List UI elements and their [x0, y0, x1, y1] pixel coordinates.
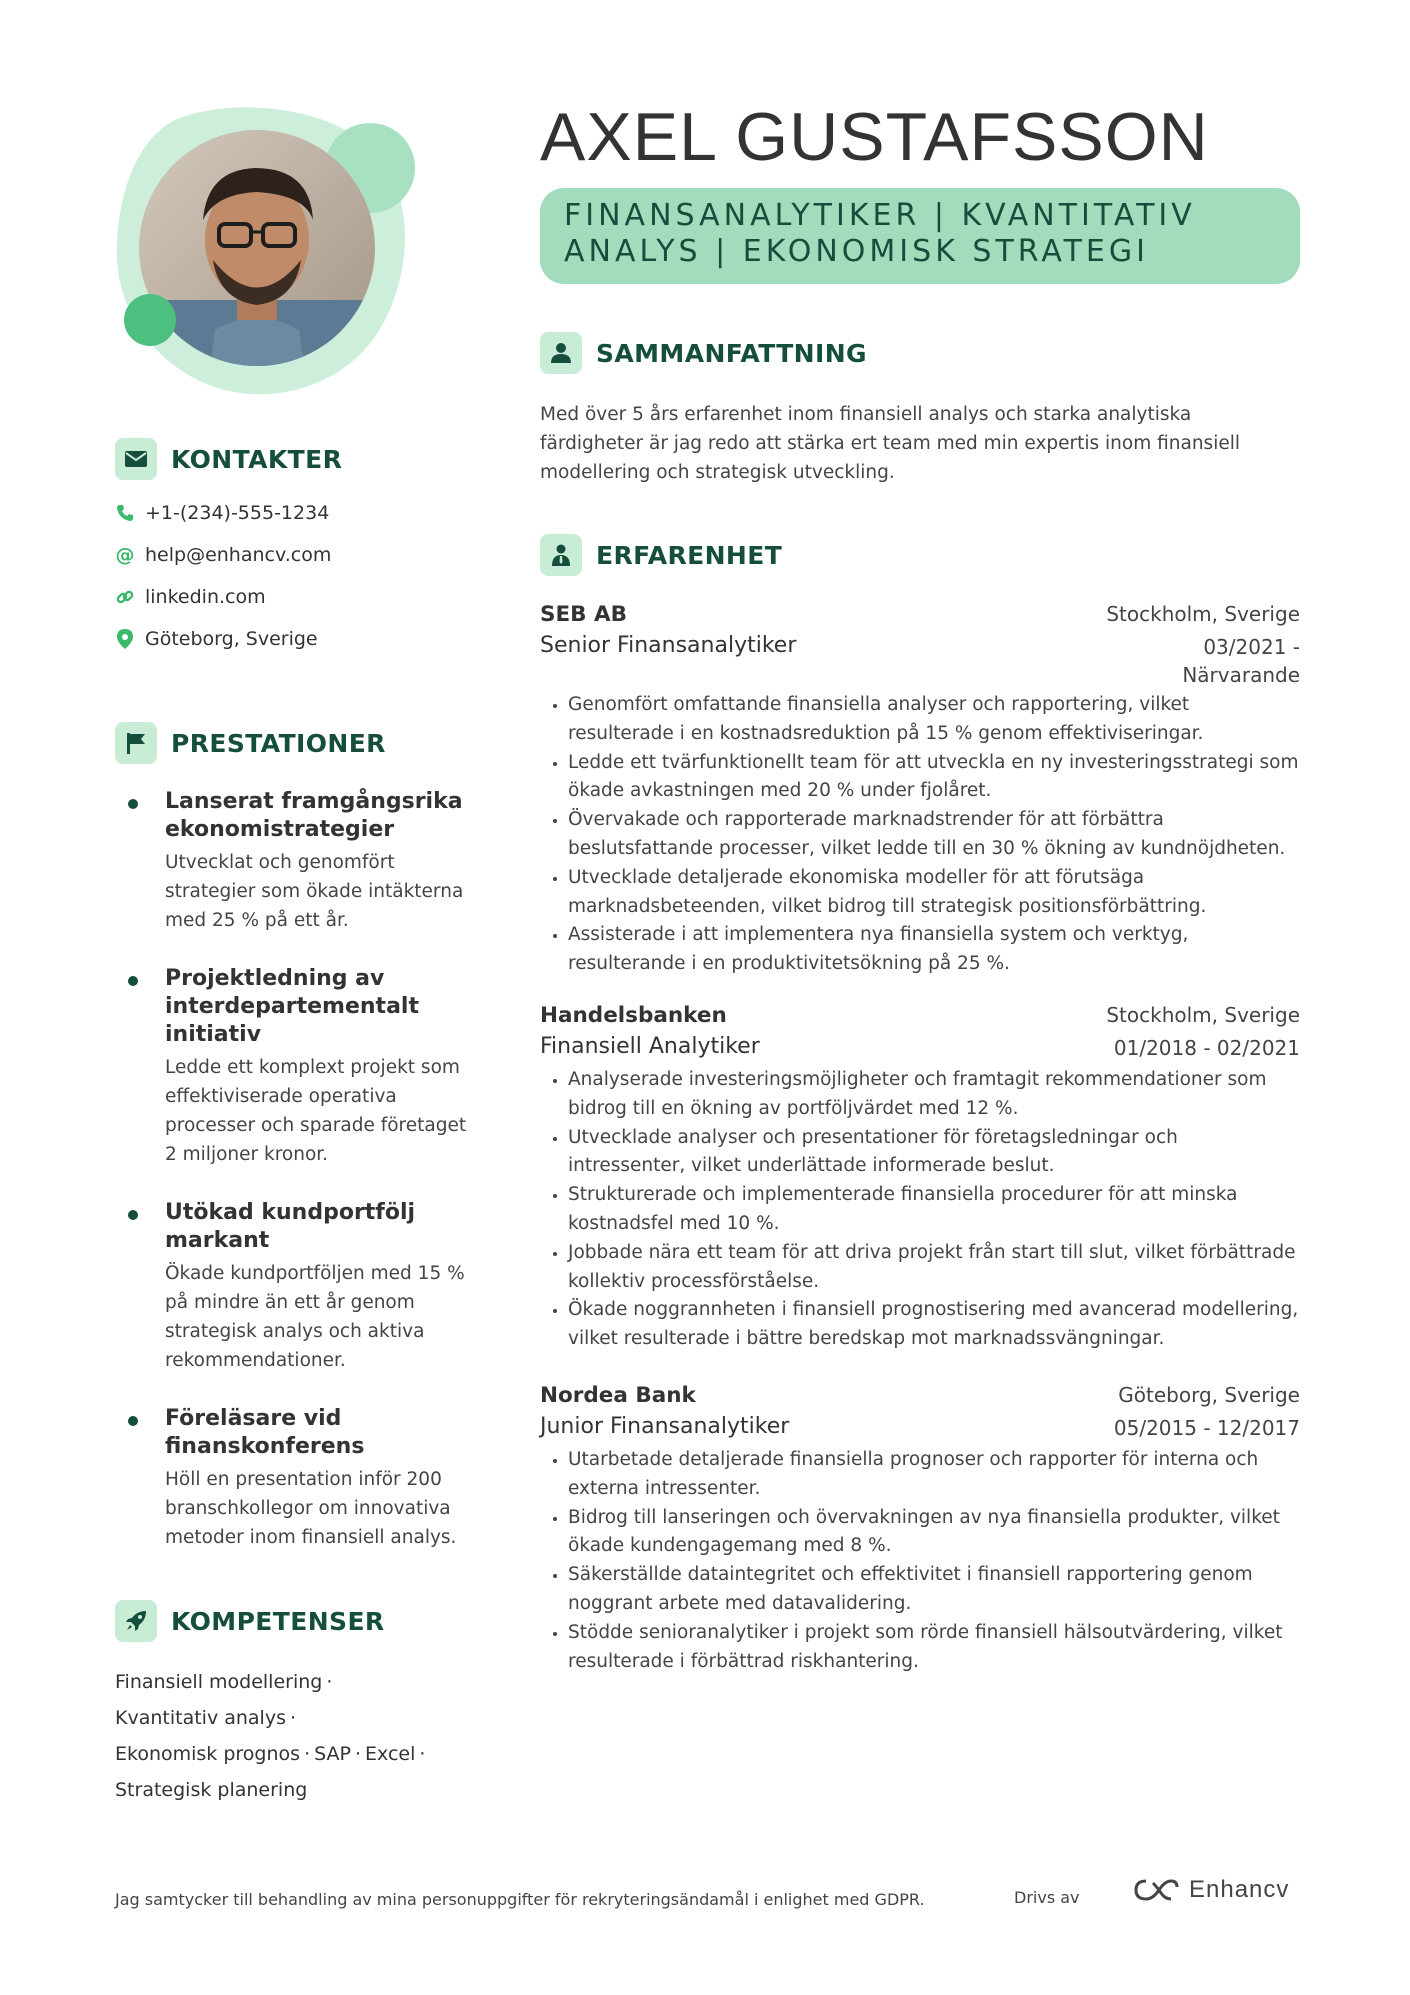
enhancv-logo-icon: [1133, 1877, 1179, 1903]
contact-linkedin[interactable]: [115, 576, 475, 618]
skill-item: Finansiell modellering: [115, 1671, 323, 1693]
job-dates: 03/2021 - Närvarande: [1182, 635, 1300, 687]
skills-title: KOMPETENSER: [171, 1606, 385, 1636]
achievement-title: Projektledning av interdepartementalt initiativ: [165, 966, 419, 1047]
job-bullets: [540, 691, 1300, 979]
at-icon: @: [115, 544, 135, 566]
job-role: Finansiell Analytiker: [540, 1034, 760, 1059]
achievement-item: [115, 965, 475, 1169]
contact-linkedin-text: linkedin.com: [145, 586, 266, 608]
contact-location-text: Göteborg, Sverige: [145, 628, 318, 650]
experience-title: ERFARENHET: [596, 540, 783, 570]
job-bullet: • Säkerställde dataintegritet och effektivitet i finansiell rapportering genom noggrant arbete med datavalidering.: [568, 1561, 1300, 1619]
summary-text: Med över 5 års erfarenhet inom finansiell analys och starka analytiska färdigheter är jag redo att stärka ert team med min expertis inom finansiell modellering och strategisk utveckling.: [540, 404, 1241, 483]
job-bullet: • Utarbetade detaljerade finansiella prognoser och rapporter för interna och externa intressenter.: [568, 1446, 1300, 1504]
job-role: Junior Finansanalytiker: [540, 1414, 790, 1439]
achievement-desc: Utvecklat och genomfört strategier som ökade intäkterna med 25 % på ett år.: [165, 852, 464, 931]
job-bullet: • Analyserade investeringsmöjligheter och framtagit rekommendationer som bidrog till en ökning av portföljvärdet med 12 %.: [568, 1066, 1300, 1124]
job-bullet: • Stödde senioranalytiker i projekt som rörde finansiell hälsoutvärdering, vilket resulterade i förbättrad riskhantering.: [568, 1619, 1300, 1677]
contacts-section: [115, 438, 475, 660]
job-dates: 01/2018 - 02/2021: [1113, 1036, 1300, 1060]
powered-by-label: Drivs av: [1014, 1888, 1080, 1907]
briefcase-user-icon: [540, 534, 582, 576]
achievements-title: PRESTATIONER: [171, 728, 386, 758]
job-entry: [540, 602, 1300, 979]
achievement-item: [115, 1199, 475, 1375]
achievement-title: Föreläsare vid finanskonferens: [165, 1406, 365, 1459]
job-location: Stockholm, Sverige: [1106, 1003, 1300, 1027]
achievement-item: [115, 1405, 475, 1552]
bullet-dot: [128, 976, 138, 986]
job-bullet: • Ledde ett tvärfunktionellt team för att utveckla en ny investeringsstrategi som ökade avkastningen med 20 % under fjolåret.: [568, 749, 1300, 807]
contact-phone-text: +1-(234)-555-1234: [145, 502, 330, 524]
contact-email[interactable]: [115, 534, 475, 576]
link-icon: [115, 587, 135, 607]
job-bullet: • Ökade noggrannheten i finansiell prognostisering med avancerad modellering, vilket resulterade i bättre beredskap mot marknadssvängningar.: [568, 1296, 1300, 1354]
job-bullets: [540, 1066, 1300, 1354]
profile-photo: [115, 100, 425, 410]
flag-icon: [115, 722, 157, 764]
location-pin-icon: [115, 629, 135, 649]
rocket-icon: [115, 1600, 157, 1642]
bullet-dot: [128, 1416, 138, 1426]
achievement-item: [115, 788, 475, 935]
contact-phone[interactable]: [115, 492, 475, 534]
achievement-title: Lanserat framgångsrika ekonomistrategier: [165, 789, 463, 842]
phone-icon: [115, 503, 135, 523]
bullet-dot: [128, 799, 138, 809]
job-title-line-1: FINANSANALYTIKER | KVANTITATIV: [564, 198, 1196, 233]
skills-heading: [115, 1600, 475, 1642]
achievements-heading: [115, 722, 475, 764]
achievement-title: Utökad kundportfölj markant: [165, 1200, 416, 1253]
job-bullet: • Genomfört omfattande finansiella analyser och rapportering, vilket resulterade i en kostnadsreduktion på 15 % genom effektiviseringar.: [568, 691, 1300, 749]
skill-item: Excel: [365, 1743, 416, 1765]
job-bullet: • Assisterade i att implementera nya finansiella system och verktyg, resulterande i en produktivitetsökning på 25 %.: [568, 921, 1300, 979]
job-role: Senior Finansanalytiker: [540, 633, 797, 658]
job-title-banner: [540, 188, 1300, 284]
company-name: Nordea Bank: [540, 1383, 696, 1408]
job-bullet: • Utvecklade detaljerade ekonomiska modeller för att förutsäga marknadsbeteenden, vilket bidrog till strategisk positionsförbättring.: [568, 864, 1300, 922]
summary-title: SAMMANFATTNING: [596, 338, 867, 368]
job-bullets: [540, 1446, 1300, 1676]
summary-heading: [540, 332, 867, 374]
job-title-line-2: ANALYS | EKONOMISK STRATEGI: [564, 234, 1149, 269]
job-bullet: • Bidrog till lanseringen och övervakningen av nya finansiella produkter, vilket ökade kundengagemang med 8 %.: [568, 1504, 1300, 1562]
job-entry: [540, 1383, 1300, 1676]
contact-location: [115, 618, 475, 660]
contacts-title: KONTAKTER: [171, 444, 343, 474]
user-icon: [540, 332, 582, 374]
company-name: Handelsbanken: [540, 1003, 727, 1028]
experience-heading: [540, 534, 782, 576]
job-location: Göteborg, Sverige: [1118, 1383, 1300, 1407]
candidate-name: AXEL GUSTAFSSON: [540, 99, 1209, 175]
skills-section: [115, 1600, 475, 1808]
job-location: Stockholm, Sverige: [1106, 602, 1300, 626]
enhancv-logo[interactable]: [1133, 1876, 1289, 1904]
envelope-icon: [115, 438, 157, 480]
enhancv-brand: Enhancv: [1189, 1876, 1290, 1903]
skill-item: Ekonomisk prognos: [115, 1743, 301, 1765]
job-bullet: • Jobbade nära ett team för att driva projekt från start till slut, vilket förbättrade kollektiv processförståelse.: [568, 1239, 1300, 1297]
job-entry: [540, 1003, 1300, 1354]
contact-email-text: help@enhancv.com: [145, 544, 332, 566]
job-bullet: • Strukturerade och implementerade finansiella procedurer för att minska kostnadsfel med 10 %.: [568, 1181, 1300, 1239]
achievement-desc: Höll en presentation inför 200 branschkollegor om innovativa metoder inom finansiell analys.: [165, 1469, 457, 1548]
contacts-heading: [115, 438, 475, 480]
skills-list: Finansiell modellering · Kvantitativ analys · Ekonomisk prognos · SAP · Excel · Strategisk planering: [115, 1671, 426, 1801]
achievements-section: [115, 722, 475, 1582]
skill-item: SAP: [314, 1743, 351, 1765]
job-dates: 05/2015 - 12/2017: [1113, 1416, 1300, 1440]
gdpr-consent: Jag samtycker till behandling av mina personuppgifter för rekryteringsändamål i enlighet med GDPR.: [115, 1890, 925, 1909]
skill-item: Kvantitativ analys: [115, 1707, 286, 1729]
skill-item: Strategisk planering: [115, 1779, 308, 1801]
bullet-dot: [128, 1210, 138, 1220]
achievement-desc: Ledde ett komplext projekt som effektiviserade operativa processer och sparade företaget 2 miljoner kronor.: [165, 1057, 467, 1165]
job-bullet: • Utvecklade analyser och presentationer för företagsledningar och intressenter, vilket underlättade informerade beslut.: [568, 1124, 1300, 1182]
achievement-desc: Ökade kundportföljen med 15 % på mindre än ett år genom strategisk analys och aktiva rekommendationer.: [165, 1263, 465, 1371]
job-bullet: • Övervakade och rapporterade marknadstrender för att förbättra beslutsfattande processer, vilket ledde till en 30 % ökning av kundnöjdheten.: [568, 806, 1300, 864]
company-name: SEB AB: [540, 602, 628, 627]
